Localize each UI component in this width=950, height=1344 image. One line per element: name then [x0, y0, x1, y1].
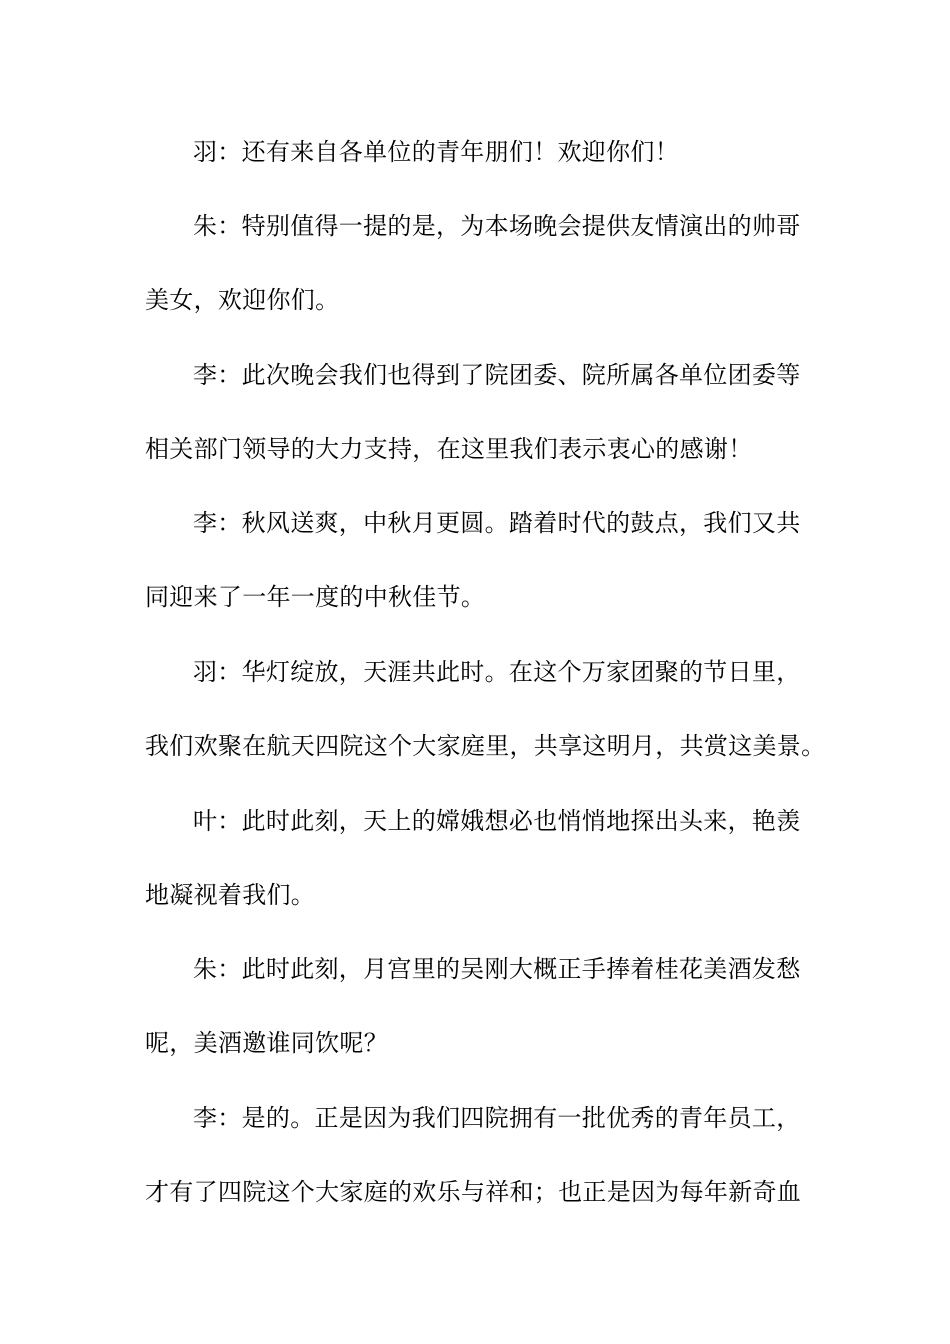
paragraph-line: 地凝视着我们。	[145, 881, 316, 909]
paragraph-line: 我们欢聚在航天四院这个大家庭里，共享这明月，共赏这美景。	[145, 732, 826, 760]
paragraph-line: 羽：华灯绽放，天涯共此时。在这个万家团聚的节日里，	[193, 658, 801, 686]
paragraph-line: 朱：特别值得一提的是，为本场晚会提供友情演出的帅哥	[193, 212, 801, 240]
paragraph-line: 相关部门领导的大力支持，在这里我们表示衷心的感谢！	[145, 435, 753, 463]
paragraph-line: 叶：此时此刻，天上的嫦娥想必也悄悄地探出头来，艳羡	[193, 807, 801, 835]
paragraph-line: 李：是的。正是因为我们四院拥有一批优秀的青年员工，	[193, 1104, 801, 1132]
paragraph-line: 李：秋风送爽，中秋月更圆。踏着时代的鼓点，我们又共	[193, 509, 801, 537]
paragraph-line: 李：此次晚会我们也得到了院团委、院所属各单位团委等	[193, 361, 801, 389]
paragraph-line: 才有了四院这个大家庭的欢乐与祥和；也正是因为每年新奇血	[145, 1178, 802, 1206]
paragraph-line: 羽：还有来自各单位的青年朋们！欢迎你们！	[193, 138, 679, 166]
paragraph-line: 同迎来了一年一度的中秋佳节。	[145, 583, 486, 611]
paragraph-line: 呢，美酒邀谁同饮呢？	[145, 1029, 388, 1057]
paragraph-line: 朱：此时此刻，月宫里的吴刚大概正手捧着桂花美酒发愁	[193, 955, 801, 983]
paragraph-line: 美女，欢迎你们。	[145, 286, 340, 314]
